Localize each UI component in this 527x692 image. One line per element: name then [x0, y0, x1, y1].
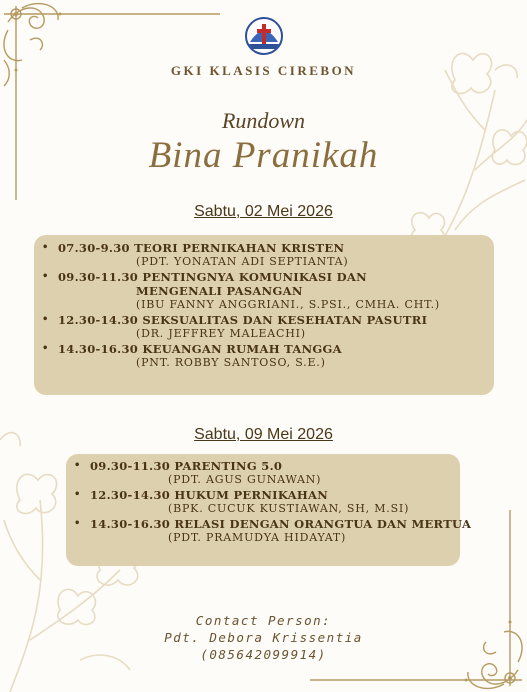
bullet-icon: • — [74, 460, 81, 471]
session-speaker: (IBU FANNY ANGGRIANI., S.PSI., CMHA. CHT.) — [136, 298, 441, 311]
session-topic: TEORI PERNIKAHAN KRISTEN — [134, 241, 345, 255]
session-speaker: (DR. JEFFREY MALEACHI) — [136, 327, 306, 340]
day2-date: Sabtu, 09 Mei 2026 — [194, 426, 333, 443]
schedule-item — [66, 517, 472, 545]
day1-date: Sabtu, 02 Mei 2026 — [194, 203, 333, 220]
day2-schedule-box — [66, 454, 472, 566]
schedule-item — [66, 488, 460, 516]
bullet-icon: • — [74, 518, 81, 529]
bullet-icon: • — [74, 489, 81, 500]
schedule-item — [66, 459, 460, 487]
session-topic: PENTINGNYA KOMUNIKASI DAN MENGENALI PASANGAN — [136, 270, 367, 298]
bullet-icon: • — [42, 343, 49, 354]
session-topic: SEKSUALITAS DAN KESEHATAN PASUTRI — [142, 313, 428, 327]
contact-label: Contact Person: — [195, 613, 332, 628]
bullet-icon: • — [42, 242, 49, 253]
schedule-item — [34, 270, 494, 312]
session-time: 07.30-9.30 — [58, 241, 130, 255]
session-speaker: (BPK. CUCUK KUSTIAWAN, SH, M.SI) — [168, 502, 410, 515]
session-time: 14.30-16.30 — [58, 342, 139, 356]
contact-name: Pdt. Debora Krissentia — [164, 630, 363, 645]
contact-phone[interactable]: (085642099914) — [200, 647, 327, 662]
day1-schedule-box — [34, 235, 494, 395]
event-title: Bina Pranikah — [148, 135, 379, 176]
bullet-icon: • — [42, 271, 49, 282]
session-time: 14.30-16.30 — [90, 517, 171, 531]
session-time: 12.30-14.30 — [58, 313, 139, 327]
schedule-item — [34, 241, 494, 269]
session-topic: PARENTING 5.0 — [174, 459, 283, 473]
session-time: 12.30-14.30 — [90, 488, 171, 502]
church-logo-icon — [244, 16, 284, 56]
schedule-item — [34, 313, 494, 341]
session-time: 09.30-11.30 — [90, 459, 171, 473]
corner-ornament-top-left-icon — [0, 0, 230, 210]
session-topic: HUKUM PERNIKAHAN — [174, 488, 329, 502]
bullet-icon: • — [42, 314, 49, 325]
contact-block — [0, 612, 527, 663]
session-topic: KEUANGAN RUMAH TANGGA — [142, 342, 342, 356]
session-speaker: (PDT. PRAMUDYA HIDAYAT) — [168, 531, 347, 544]
schedule-item — [34, 342, 494, 370]
session-topic: RELASI DENGAN ORANGTUA DAN MERTUA — [174, 517, 472, 531]
organization-name: GKI KLASIS CIREBON — [170, 63, 357, 78]
rundown-label: Rundown — [221, 108, 306, 133]
session-speaker: (PNT. ROBBY SANTOSO, S.E.) — [136, 356, 326, 369]
session-speaker: (PDT. AGUS GUNAWAN) — [168, 473, 322, 486]
session-speaker: (PDT. YONATAN ADI SEPTIANTA) — [136, 255, 349, 268]
session-time: 09.30-11.30 — [58, 270, 139, 284]
